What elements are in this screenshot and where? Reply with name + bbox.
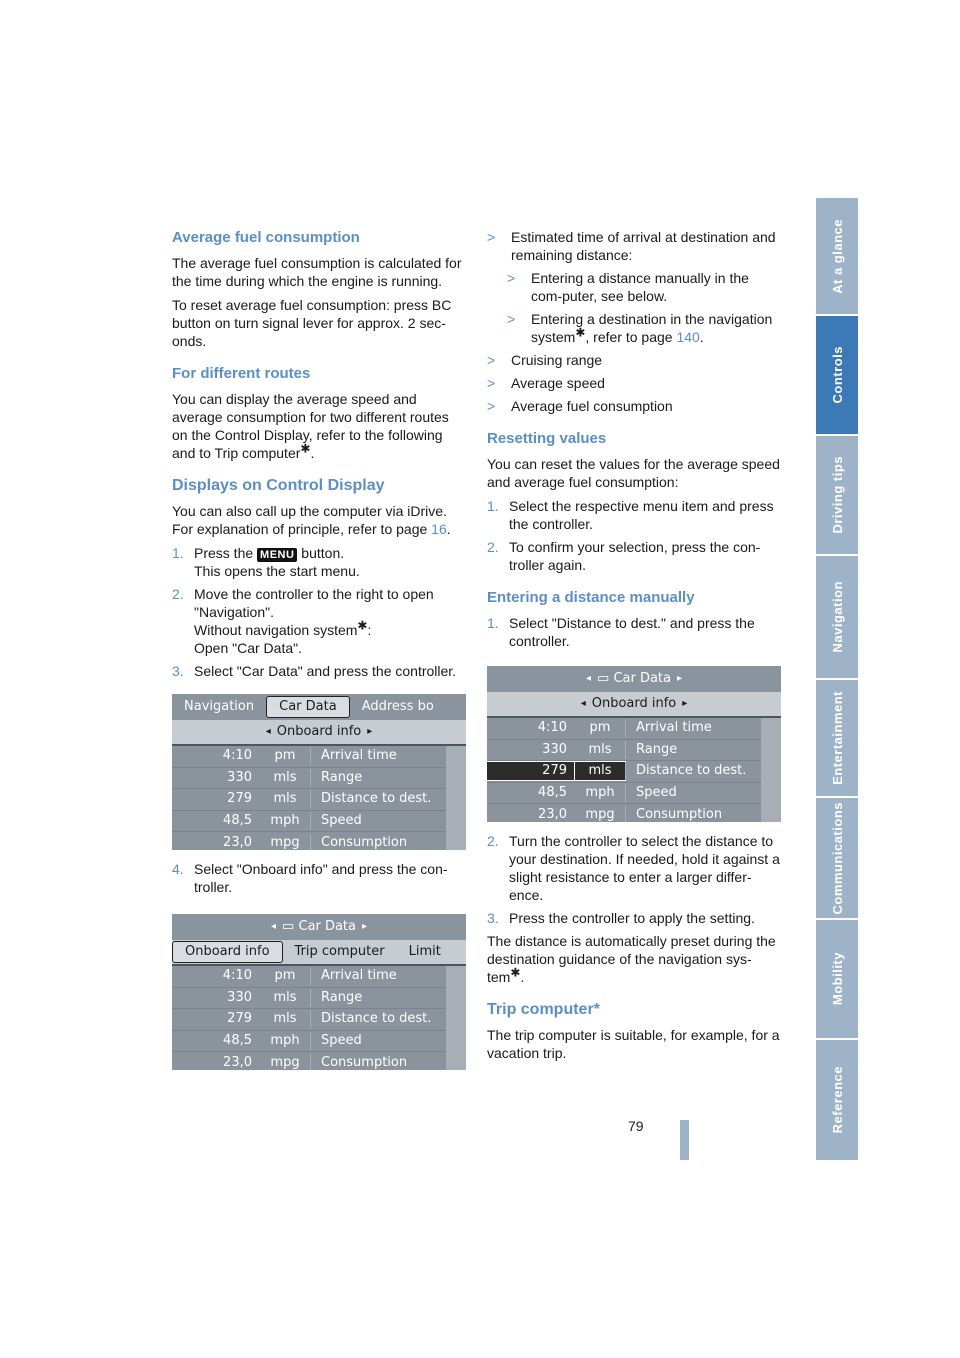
asterisk-icon: ✱	[300, 441, 311, 456]
label: Arrival time	[310, 747, 446, 765]
step	[487, 832, 783, 904]
bullet-item	[487, 351, 783, 369]
screen-tab-bar	[172, 940, 466, 964]
text: To confirm your selection, press the con-troller again.	[509, 539, 761, 573]
text: Move the controller to the right to open "Navigation".	[194, 586, 434, 620]
tab-address-book[interactable]: Address bo	[361, 699, 434, 714]
screen-submenu	[487, 692, 781, 716]
text: Turn the controller to select the distance to your destination. If needed, hold it against a slight resistance to enter a larger differ-ence.	[509, 833, 780, 903]
step	[487, 614, 783, 650]
label: Arrival time	[625, 719, 761, 737]
bullet-icon: >	[487, 352, 496, 368]
step-number: 2.	[487, 539, 499, 555]
right-column	[487, 228, 783, 1068]
label: Distance to dest.	[310, 790, 446, 808]
step-number: 1.	[487, 615, 499, 631]
info-row[interactable]	[172, 811, 446, 833]
info-row[interactable]	[487, 783, 761, 805]
unit: pm	[589, 720, 611, 736]
unit: mls	[273, 769, 297, 785]
text: Entering a destination in the navigation system	[531, 311, 773, 345]
computer-icon: ▭	[597, 671, 610, 686]
screen-distance-select	[487, 666, 781, 822]
bullet-icon: >	[507, 311, 516, 327]
paragraph: To reset average fuel consumption: press BC button on turn signal lever for approx. 2 sec-onds.	[172, 297, 452, 349]
tab-label: Controls	[829, 346, 845, 404]
tab-label: Reference	[829, 1066, 845, 1134]
tab-driving-tips[interactable]	[816, 436, 858, 554]
unit: mpg	[270, 834, 300, 850]
arrow-left-icon: ◂	[585, 673, 591, 684]
step-number: 4.	[172, 861, 184, 877]
submenu-label[interactable]: Onboard info	[591, 696, 677, 711]
arrow-right-icon: ▸	[362, 921, 368, 932]
label: Consumption	[310, 1054, 446, 1070]
arrow-right-icon: ▸	[682, 698, 688, 709]
asterisk-icon: ✱	[575, 325, 586, 340]
label: Range	[310, 769, 446, 787]
unit: mls	[273, 1011, 297, 1027]
tab-communications[interactable]	[816, 798, 858, 918]
step	[487, 497, 783, 533]
computer-icon: ▭	[282, 919, 295, 934]
bullet-icon: >	[507, 270, 516, 286]
screen-car-data	[172, 694, 466, 850]
info-row[interactable]	[172, 832, 446, 850]
screen-submenu	[172, 720, 466, 744]
paragraph: You can reset the values for the average speed and average fuel consumption:	[487, 456, 780, 490]
heading-resetting: Resetting values	[487, 430, 607, 447]
label: Distance to dest.	[625, 762, 761, 780]
menu-key-icon: MENU	[257, 548, 297, 562]
tab-trip-computer[interactable]: Trip computer	[294, 944, 385, 959]
step: 2. Move the controller to the right to open "Navigation". Without navigation system✱: Open "Car Data".	[172, 586, 434, 656]
info-row[interactable]	[172, 966, 446, 988]
text: Press the	[194, 545, 258, 561]
heading-entering-distance: Entering a distance manually	[487, 589, 695, 606]
tab-navigation[interactable]	[816, 556, 858, 678]
step	[487, 538, 783, 574]
heading-trip-computer: Trip computer*	[487, 1001, 600, 1018]
value: 330	[542, 741, 567, 757]
unit: mls	[273, 791, 297, 807]
top-label[interactable]: Car Data	[298, 919, 356, 934]
tab-mobility[interactable]	[816, 920, 858, 1038]
step-number: 1.	[172, 545, 184, 561]
bullet-icon: >	[487, 229, 496, 245]
page-number: 79	[628, 1118, 644, 1134]
text: Estimated time of arrival at destination and remaining distance:	[511, 229, 776, 263]
value: 4:10	[537, 720, 567, 736]
unit: mph	[270, 813, 300, 829]
asterisk-icon: ✱	[357, 618, 368, 633]
info-rows	[487, 718, 761, 822]
heading-routes: For different routes	[172, 365, 311, 382]
text: Select "Onboard info" and press the con-troller.	[194, 861, 448, 895]
info-row[interactable]	[172, 1052, 446, 1070]
paragraph: The trip computer is suitable, for example, for a vacation trip.	[487, 1027, 780, 1061]
text: Press the controller to apply the setting.	[509, 910, 755, 926]
info-row[interactable]	[487, 718, 761, 740]
section-tabs	[816, 198, 858, 1160]
tab-label: Driving tips	[829, 456, 845, 534]
left-column	[172, 228, 466, 1080]
scroll-area	[761, 718, 781, 822]
text: Select "Distance to dest." and press the controller.	[509, 615, 755, 649]
heading-average-fuel: Average fuel consumption	[172, 229, 360, 246]
label: Range	[310, 989, 446, 1007]
text: Cruising range	[511, 352, 603, 368]
text: Average speed	[511, 375, 605, 391]
step-number: 3.	[172, 663, 184, 679]
submenu-label[interactable]: Onboard info	[276, 724, 362, 739]
scroll-area	[446, 746, 466, 850]
step-number: 2.	[487, 833, 499, 849]
unit: mpg	[585, 806, 615, 822]
tab-at-a-glance[interactable]	[816, 198, 858, 314]
info-row[interactable]	[172, 789, 446, 811]
info-row[interactable]	[172, 1031, 446, 1053]
arrow-left-icon: ◂	[265, 726, 271, 737]
unit: mph	[270, 1033, 300, 1049]
value: 4:10	[222, 748, 252, 764]
value: 23,0	[223, 1054, 252, 1070]
paragraph: The average fuel consumption is calculated for the time during which the engine is running.	[172, 255, 462, 289]
top-label[interactable]: Car Data	[613, 671, 671, 686]
tab-entertainment[interactable]	[816, 680, 858, 796]
paragraph: You can display the average speed and average consumption for two different routes on the Control Display, refer to the following and to Trip computer✱.	[172, 391, 449, 461]
text: This opens the start menu.	[194, 563, 360, 579]
text: The distance is automatically preset during the destination guidance of the navigation sys-tem	[487, 933, 776, 985]
tab-limit[interactable]: Limit	[408, 944, 441, 959]
bullet-icon: >	[487, 398, 496, 414]
value: 48,5	[538, 785, 567, 801]
tab-label: Navigation	[829, 581, 845, 653]
step	[172, 860, 466, 896]
arrow-right-icon: ▸	[677, 673, 683, 684]
value: 330	[227, 769, 252, 785]
scroll-area	[446, 966, 466, 1070]
text: Select the respective menu item and press the controller.	[509, 498, 774, 532]
label: Speed	[310, 812, 446, 830]
bullet-item	[507, 310, 783, 346]
text: You can display the average speed and average consumption for two different routes on the Control Display, refer to the following and to Trip computer	[172, 391, 449, 461]
label: Consumption	[310, 834, 446, 850]
label: Arrival time	[310, 967, 446, 985]
tab-label: Entertainment	[829, 691, 845, 785]
text: Entering a destination in the navigation system✱, refer to page 140.	[531, 311, 773, 345]
bullet-item	[487, 228, 783, 264]
label: Distance to dest.	[310, 1010, 446, 1028]
info-row[interactable]	[172, 1009, 446, 1031]
unit: mpg	[270, 1054, 300, 1070]
value: 279	[227, 791, 252, 807]
value: 279	[487, 762, 575, 780]
info-rows	[172, 966, 446, 1070]
screen-top-bar	[172, 914, 466, 940]
tab-onboard-info[interactable]: Onboard info	[172, 941, 283, 963]
value: 279	[227, 1011, 252, 1027]
step	[172, 544, 466, 580]
arrow-right-icon: ▸	[367, 726, 373, 737]
paragraph: The distance is automatically preset during the destination guidance of the navigation sys-tem✱.	[487, 933, 776, 985]
unit: mls	[575, 762, 625, 780]
label: Range	[625, 741, 761, 759]
text: Open "Car Data".	[194, 640, 302, 656]
tab-reference[interactable]	[816, 1040, 858, 1160]
text: Entering a distance manually in the com-puter, see below.	[531, 270, 749, 304]
unit: mls	[588, 741, 612, 757]
step	[487, 909, 783, 927]
info-row[interactable]	[172, 768, 446, 790]
tab-car-data[interactable]: Car Data	[266, 696, 350, 718]
step	[172, 662, 466, 680]
text: button.	[297, 545, 345, 561]
page-link[interactable]: 140	[676, 329, 700, 345]
unit: pm	[274, 968, 296, 984]
info-row[interactable]	[172, 988, 446, 1010]
asterisk-icon: ✱	[510, 965, 521, 980]
page-link[interactable]: 16	[431, 521, 447, 537]
info-row[interactable]	[172, 746, 446, 768]
text: Select "Car Data" and press the controller.	[194, 663, 457, 679]
unit: mph	[585, 785, 615, 801]
value: 330	[227, 989, 252, 1005]
label: Speed	[310, 1032, 446, 1050]
unit: mls	[273, 989, 297, 1005]
bullet-item	[487, 374, 783, 392]
value: 48,5	[223, 813, 252, 829]
screen-onboard-info	[172, 914, 466, 1070]
tab-label: Communications	[829, 801, 845, 915]
text: Average fuel consumption	[511, 398, 673, 414]
page-marker	[680, 1120, 689, 1160]
bullet-item	[487, 397, 783, 415]
text: Without navigation system	[194, 622, 358, 638]
value: 23,0	[223, 834, 252, 850]
text: You can also call up the computer via iDrive. For explanation of principle, refer to page	[172, 503, 447, 537]
info-row-selected[interactable]	[487, 761, 761, 783]
value: 4:10	[222, 968, 252, 984]
tab-label: At a glance	[829, 218, 845, 294]
heading-displays: Displays on Control Display	[172, 477, 385, 494]
tab-controls[interactable]	[816, 316, 858, 434]
unit: pm	[274, 748, 296, 764]
info-rows	[172, 746, 446, 850]
value: 23,0	[538, 806, 567, 822]
bullet-item	[507, 269, 783, 305]
value: 48,5	[223, 1033, 252, 1049]
label: Speed	[625, 784, 761, 802]
screen-tab-bar	[172, 694, 466, 720]
arrow-left-icon: ◂	[270, 921, 276, 932]
paragraph: You can also call up the computer via iDrive. For explanation of principle, refer to page 16.	[172, 503, 451, 537]
info-row[interactable]	[487, 804, 761, 822]
step-number: 2.	[172, 586, 184, 602]
arrow-left-icon: ◂	[580, 698, 586, 709]
info-row[interactable]	[487, 740, 761, 762]
step-number: 3.	[487, 910, 499, 926]
tab-navigation[interactable]: Navigation	[184, 699, 255, 714]
screen-top-bar	[487, 666, 781, 692]
step-number: 1.	[487, 498, 499, 514]
label: Consumption	[625, 806, 761, 822]
tab-label: Mobility	[829, 952, 845, 1006]
text: , refer to page	[585, 329, 677, 345]
bullet-icon: >	[487, 375, 496, 391]
